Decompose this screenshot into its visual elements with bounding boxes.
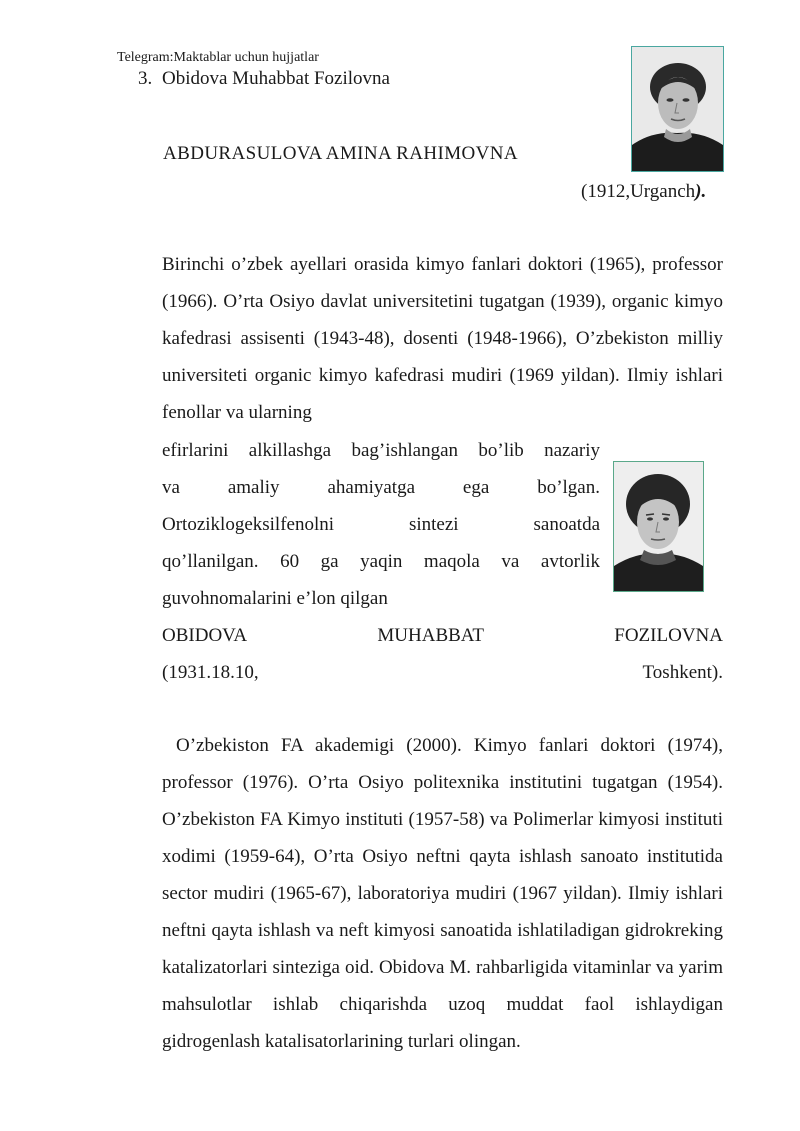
person2-name-part: FOZILOVNA	[614, 625, 723, 646]
telegram-note: Telegram:Maktablar uchun hujjatlar	[117, 50, 319, 65]
person2-name-part: MUHABBAT	[377, 625, 485, 646]
list-item-name: Obidova Muhabbat Fozilovna	[162, 68, 390, 89]
person1-bio-line: efirlarini alkillashga bag’ishlangan bo’lib nazariy	[162, 440, 600, 461]
person1-name: ABDURASULOVA AMINA RAHIMOVNA	[163, 143, 518, 164]
person1-bio-line: Ortoziklogeksilfenolni sintezi sanoatda	[162, 514, 600, 535]
portrait-image	[614, 462, 703, 591]
portrait-image	[632, 47, 723, 171]
portrait-photo-obidova	[613, 461, 704, 592]
person1-birth-close: ).	[695, 181, 707, 202]
person2-birth-part: Toshkent).	[642, 662, 723, 683]
person2-name-part: OBIDOVA	[162, 625, 248, 646]
person1-bio-line: va amaliy ahamiyatga ega bo’lgan.	[162, 477, 600, 498]
person2-bio-paragraph: O’zbekiston FA akademigi (2000). Kimyo fanlari doktori (1974), professor (1976). O’rta Osiyo politexnika institutini tugatgan (1954). O’zbekiston FA Kimyo instituti (1957-58) va Polimerlar kimyosi instituti xodimi (1959-64), O’rta Osiyo neftni qayta ishlash sanoato institutida sector mudiri (1965-67), laboratoriya mudiri (1967 yildan). Ilmiy ishlari neftni qayta ishlash va neft kimyosi sanoatida ishlatiladigan gidrokreking katalizatorlari sinteziga oid. Obidova M. rahbarligida vitaminlar va yarim mahsulotlar ishlab chiqarishda uzoq muddat faol ishlaydigan gidrogenlash katalisatorlarining turlari olingan.	[162, 735, 723, 1052]
person1-birth-text: (1912,Urganch	[581, 181, 696, 202]
person2-birth	[162, 654, 723, 691]
list-item	[138, 67, 390, 91]
portrait-photo-abdurasulova	[631, 46, 724, 172]
person1-bio-line: guvohnomalarini e’lon qilgan	[162, 588, 388, 609]
person1-bio-line: qo’llanilgan. 60 ga yaqin maqola va avtorlik	[162, 551, 600, 572]
list-number: 3.	[138, 68, 153, 89]
person2-name	[162, 617, 723, 654]
person1-birth	[581, 180, 706, 204]
person2-birth-part: (1931.18.10,	[162, 662, 259, 683]
person1-bio-paragraph: Birinchi o’zbek ayellari orasida kimyo fanlari doktori (1965), professor (1966). O’rta Osiyo davlat universitetini tugatgan (1939), organic kimyo kafedrasi assisenti (1943-48), dosenti (1948-1966), O’zbekiston milliy universiteti organic kimyo kafedrasi mudiri (1969 yildan). Ilmiy ishlari fenollar va ularning	[162, 254, 723, 423]
